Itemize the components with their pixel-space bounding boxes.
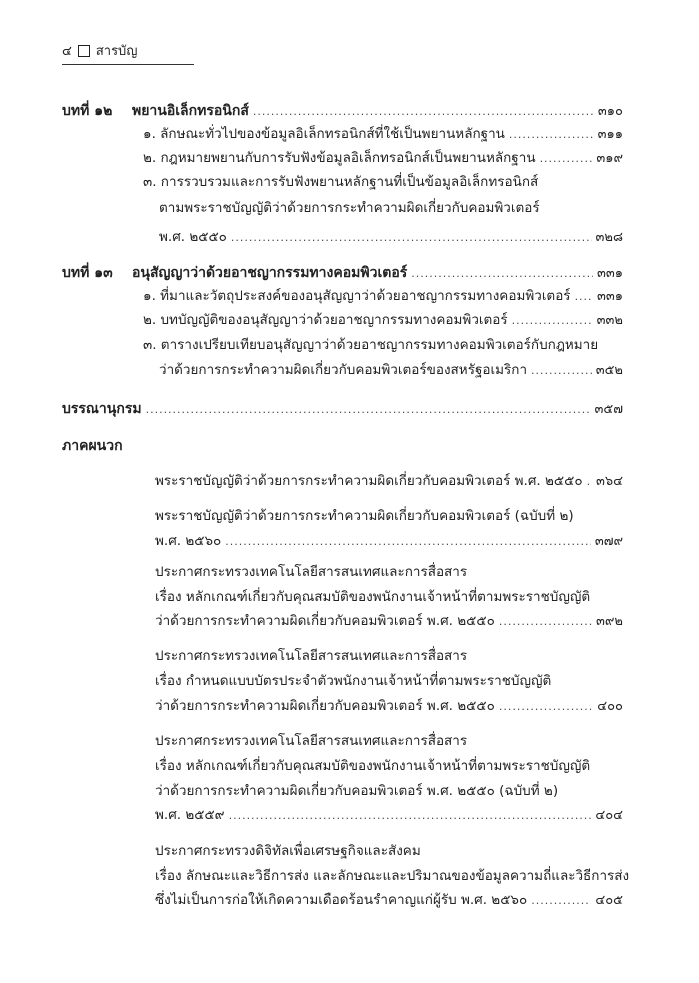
chapter-label: บทที่ ๑๓ <box>62 265 113 281</box>
dot-leader <box>499 697 593 717</box>
entry-title: ว่าด้วยการกระทำความผิดเกี่ยวกับคอมพิวเตอร์ พ.ศ. ๒๕๕๐ <box>155 698 495 714</box>
entry-title: เรื่อง ลักษณะและวิธีการส่ง และลักษณะและปริมาณของข้อมูลความถี่และวิธีการส่ง <box>155 868 630 884</box>
page-ref: ๔๐๕ <box>595 893 623 908</box>
page-ref: ๓๓๑ <box>596 289 623 304</box>
entry-title: ประกาศกระทรวงเทคโนโลยีสารสนเทศและการสื่อสาร <box>155 733 468 749</box>
entry-title: ว่าด้วยการกระทำความผิดเกี่ยวกับคอมพิวเตอร์ พ.ศ. ๒๕๕๐ <box>155 613 495 629</box>
dot-leader <box>146 400 591 420</box>
page-ref: ๓๑๐ <box>597 104 623 119</box>
toc-entry[interactable] <box>155 805 623 825</box>
entry-title: ๒. กฎหมายพยานกับการรับฟังข้อมูลอิเล็กทรอนิกส์เป็นพยานหลักฐาน <box>143 150 536 166</box>
header-title: สารบัญ <box>95 44 138 59</box>
toc-entry-line[interactable] <box>159 198 623 218</box>
chapter-label: บทที่ ๑๒ <box>62 103 113 119</box>
dot-leader <box>499 612 592 632</box>
entry-title: ว่าด้วยการกระทำความผิดเกี่ยวกับคอมพิวเตอร์ พ.ศ. ๒๕๕๐ (ฉบับที่ ๒) <box>155 783 559 799</box>
entry-title: ประกาศกระทรวงเทคโนโลยีสารสนเทศและการสื่อสาร <box>155 648 468 664</box>
page-ref: ๔๐๐ <box>597 699 623 714</box>
dot-leader <box>231 228 592 248</box>
entry-title: พ.ศ. ๒๕๕๐ <box>159 229 227 245</box>
page-ref: ๓๕๗ <box>594 402 623 417</box>
running-header <box>62 40 137 61</box>
toc-entry[interactable] <box>155 890 623 910</box>
page-ref: ๓๖๔ <box>596 474 623 489</box>
dot-leader <box>531 361 592 381</box>
appendix-heading <box>62 436 623 456</box>
entry-title: ๓. การรวบรวมและการรับฟังพยานหลักฐานที่เป็นข้อมูลอิเล็กทรอนิกส์ <box>143 174 539 190</box>
dot-leader <box>509 125 594 145</box>
page-ref: ๓๙๒ <box>596 614 623 629</box>
section-title: ภาคผนวก <box>62 438 123 454</box>
page-ref: ๓๕๒ <box>595 363 623 378</box>
dot-leader <box>531 891 591 911</box>
dot-leader <box>512 311 593 331</box>
page-ref: ๓๑๙ <box>596 151 623 166</box>
toc-chapter-12[interactable] <box>62 101 623 121</box>
entry-title: ๑. ลักษณะทั่วไปของข้อมูลอิเล็กทรอนิกส์ที่ใช้เป็นพยานหลักฐาน <box>143 126 505 142</box>
toc-entry-line[interactable] <box>155 562 623 582</box>
toc-entry-line[interactable] <box>155 781 623 801</box>
square-bullet-icon <box>78 45 90 57</box>
header-rule <box>62 64 194 65</box>
entry-title: พ.ศ. ๒๕๕๙ <box>155 807 225 823</box>
dot-leader <box>225 532 591 552</box>
entry-title: ตามพระราชบัญญัติว่าด้วยการกระทำความผิดเกี่ยวกับคอมพิวเตอร์ <box>159 200 540 216</box>
entry-title: เรื่อง หลักเกณฑ์เกี่ยวกับคุณสมบัติของพนักงานเจ้าหน้าที่ตามพระราชบัญญัติ <box>155 589 591 605</box>
toc-entry[interactable] <box>159 360 623 380</box>
toc-entry[interactable] <box>155 471 623 491</box>
dot-leader <box>540 149 593 169</box>
toc-entry[interactable] <box>143 310 623 330</box>
entry-title: ซึ่งไม่เป็นการก่อให้เกิดความเดือดร้อนรำคาญแก่ผู้รับ พ.ศ. ๒๕๖๐ <box>155 892 528 908</box>
entry-title: พ.ศ. ๒๕๖๐ <box>155 533 222 549</box>
toc-chapter-13[interactable] <box>62 263 623 283</box>
toc-entry-line[interactable] <box>143 335 623 355</box>
toc-entry-line[interactable] <box>155 866 630 886</box>
entry-title: ประกาศกระทรวงเทคโนโลยีสารสนเทศและการสื่อสาร <box>155 564 468 580</box>
entry-title: พระราชบัญญัติว่าด้วยการกระทำความผิดเกี่ยวกับคอมพิวเตอร์ พ.ศ. ๒๕๕๐ <box>155 473 583 489</box>
entry-title: ๑. ที่มาและวัตถุประสงค์ของอนุสัญญาว่าด้วยอาชญากรรมทางคอมพิวเตอร์ <box>143 288 571 304</box>
toc-entry-line[interactable] <box>155 841 623 861</box>
toc-entry-line[interactable] <box>155 756 623 776</box>
entry-title: เรื่อง กำหนดแบบบัตรประจำตัวพนักงานเจ้าหน้าที่ตามพระราชบัญญัติ <box>155 673 552 689</box>
entry-title: บรรณานุกรม <box>62 401 142 417</box>
dot-leader <box>229 806 592 826</box>
page-ref: ๔๐๔ <box>595 808 623 823</box>
dot-leader <box>411 264 593 284</box>
page-ref: ๓๑๑ <box>597 127 623 142</box>
toc-entry-line[interactable] <box>155 731 623 751</box>
dot-leader <box>575 287 593 307</box>
entry-title: ๒. บทบัญญัติของอนุสัญญาว่าด้วยอาชญากรรมทางคอมพิวเตอร์ <box>143 312 508 328</box>
page-ref: ๓๓๑ <box>596 266 623 281</box>
toc-entry-line[interactable] <box>155 506 623 526</box>
toc-entry-line[interactable] <box>155 587 623 607</box>
entry-title: เรื่อง หลักเกณฑ์เกี่ยวกับคุณสมบัติของพนักงานเจ้าหน้าที่ตามพระราชบัญญัติ <box>155 758 591 774</box>
toc-entry[interactable] <box>155 531 623 551</box>
toc-entry[interactable] <box>143 124 623 144</box>
page-ref: ๓๗๙ <box>594 534 623 549</box>
dot-leader <box>253 102 594 122</box>
toc-entry[interactable] <box>155 696 623 716</box>
chapter-title: อนุสัญญาว่าด้วยอาชญากรรมทางคอมพิวเตอร์ <box>132 265 408 281</box>
toc-entry[interactable] <box>155 611 623 631</box>
entry-title: ว่าด้วยการกระทำความผิดเกี่ยวกับคอมพิวเตอร์ของสหรัฐอเมริกา <box>159 362 528 378</box>
toc-bibliography[interactable] <box>62 399 623 419</box>
chapter-title: พยานอิเล็กทรอนิกส์ <box>132 103 249 119</box>
toc-entry-line[interactable] <box>143 172 623 192</box>
page-ref: ๓๒๘ <box>595 230 623 245</box>
toc-entry[interactable] <box>143 286 623 306</box>
toc-entry-line[interactable] <box>155 671 623 691</box>
page-number: ๔ <box>62 44 72 59</box>
dot-leader <box>587 472 592 492</box>
toc-entry-line[interactable] <box>155 646 623 666</box>
entry-title: ๓. ตารางเปรียบเทียบอนุสัญญาว่าด้วยอาชญากรรมทางคอมพิวเตอร์กับกฎหมาย <box>143 337 599 353</box>
toc-entry[interactable] <box>159 227 623 247</box>
toc-entry[interactable] <box>143 148 623 168</box>
page-ref: ๓๓๒ <box>596 313 623 328</box>
entry-title: พระราชบัญญัติว่าด้วยการกระทำความผิดเกี่ยวกับคอมพิวเตอร์ (ฉบับที่ ๒) <box>155 508 574 524</box>
entry-title: ประกาศกระทรวงดิจิทัลเพื่อเศรษฐกิจและสังคม <box>155 843 421 859</box>
